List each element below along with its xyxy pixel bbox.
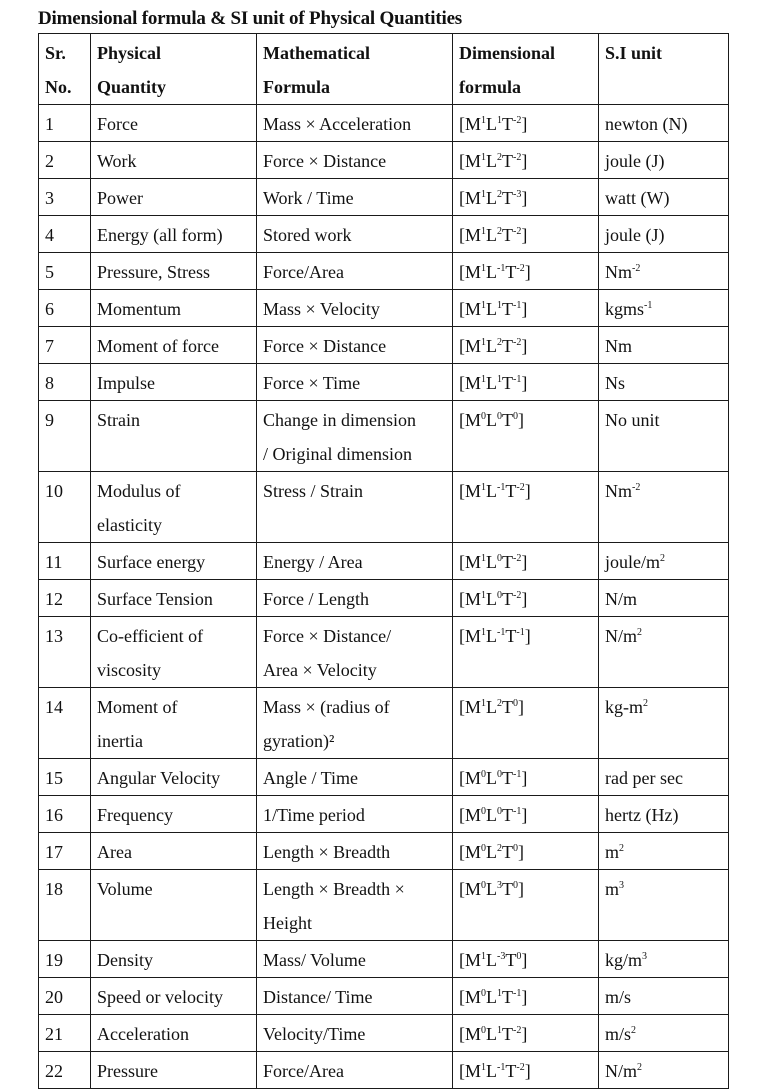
si-unit [599,179,729,216]
si-unit-exponent: -2 [632,482,641,493]
mathematical-formula: Force/Area [257,253,453,290]
row-number: 4 [39,216,91,253]
dimensional-formula: $[M^1L^2T^{-3}]$ [453,179,599,216]
dimensional-formula: $[M^1L^0T^{-2}]$ [453,543,599,580]
si-unit [599,1015,729,1052]
table-row [39,978,729,1015]
row-number: 16 [39,796,91,833]
si-unit-base: m [605,842,620,862]
si-unit-exponent: 3 [642,951,648,962]
table-row [39,870,729,941]
exponent-t: -2 [513,590,522,601]
si-unit [599,290,729,327]
quantity-name: Moment of inertia [91,688,257,759]
row-number: 13 [39,617,91,688]
si-unit-base: hertz (Hz) [605,805,679,825]
quantity-name: Volume [91,870,257,941]
dimensional-formula: $[M^1L^2T^{-2}]$ [453,327,599,364]
quantity-name: Modulus of elasticity [91,472,257,543]
exponent-t: -2 [513,115,522,126]
exponent-l: 0 [497,769,503,780]
mathematical-formula: Mass × Acceleration [257,105,453,142]
row-number: 3 [39,179,91,216]
quantity-name: Frequency [91,796,257,833]
table-header-row [39,34,729,105]
quantity-name: Angular Velocity [91,759,257,796]
exponent-m: 0 [481,806,487,817]
si-unit-base: kg-m [605,697,643,717]
si-unit [599,580,729,617]
quantity-name: Surface energy [91,543,257,580]
mathematical-formula: Mass/ Volume [257,941,453,978]
table-row [39,401,729,472]
exponent-t: -2 [513,337,522,348]
si-unit [599,688,729,759]
exponent-t: 0 [513,698,519,709]
dimensional-formula: $[M^0L^3T^0]$ [453,870,599,941]
exponent-m: 0 [481,843,487,854]
exponent-m: 1 [481,300,487,311]
si-unit-base: N/m [605,626,638,646]
table-row [39,580,729,617]
si-unit [599,833,729,870]
exponent-l: -3 [497,951,506,962]
row-number: 7 [39,327,91,364]
exponent-t: 0 [513,411,519,422]
si-unit-base: m [605,879,620,899]
si-unit-exponent: -1 [644,300,653,311]
row-number: 1 [39,105,91,142]
quantity-name: Impulse [91,364,257,401]
exponent-l: 1 [497,988,503,999]
exponent-t: -2 [513,226,522,237]
exponent-m: 1 [481,226,487,237]
si-unit-base: N/m [605,1061,638,1081]
row-number: 8 [39,364,91,401]
row-number: 21 [39,1015,91,1052]
exponent-l: 2 [497,189,503,200]
header-si-unit: S.I unit [599,34,729,105]
si-unit-exponent: 2 [631,1025,637,1036]
exponent-t: -2 [516,1062,525,1073]
si-unit [599,759,729,796]
si-unit-exponent: 2 [660,553,665,564]
exponent-l: -1 [497,627,506,638]
row-number: 20 [39,978,91,1015]
table-row [39,290,729,327]
header-mathematical-formula: Mathematical Formula [257,34,453,105]
quantity-name: Energy (all form) [91,216,257,253]
si-unit-exponent: -2 [632,263,641,274]
exponent-m: 1 [481,152,487,163]
exponent-l: 1 [497,115,503,126]
exponent-l: 2 [497,337,503,348]
exponent-t: -2 [516,263,525,274]
si-unit [599,472,729,543]
dimensional-formula: $[M^1L^{-3}T^0]$ [453,941,599,978]
exponent-t: -1 [513,374,522,385]
dimensional-formula: $[M^0L^0T^0]$ [453,401,599,472]
exponent-l: 0 [497,553,503,564]
exponent-l: -1 [497,482,506,493]
quantity-name: Surface Tension [91,580,257,617]
si-unit-base: N/m [605,589,638,609]
exponent-l: 1 [497,300,503,311]
mathematical-formula: Length × Breadth × Height [257,870,453,941]
exponent-l: 2 [497,152,503,163]
exponent-l: 2 [497,226,503,237]
si-unit-base: newton (N) [605,114,688,134]
exponent-t: 0 [513,843,519,854]
table-row [39,105,729,142]
mathematical-formula: Force/Area [257,1052,453,1089]
si-unit [599,796,729,833]
quantity-name: Speed or velocity [91,978,257,1015]
exponent-m: 0 [481,769,487,780]
si-unit-base: Nm [605,262,632,282]
table-row [39,941,729,978]
quantity-name: Strain [91,401,257,472]
exponent-t: -2 [513,1025,522,1036]
si-unit [599,401,729,472]
quantity-name: Co-efficient of viscosity [91,617,257,688]
table-row [39,142,729,179]
quantity-name: Work [91,142,257,179]
si-unit-base: joule (J) [605,225,665,245]
quantity-name: Force [91,105,257,142]
dimensional-formula: $[M^1L^{-1}T^{-2}]$ [453,253,599,290]
table-row [39,216,729,253]
si-unit [599,216,729,253]
mathematical-formula: 1/Time period [257,796,453,833]
dimensional-formula: $[M^1L^{-1}T^{-2}]$ [453,472,599,543]
dimensional-formula: $[M^1L^2T^{-2}]$ [453,142,599,179]
mathematical-formula: Force / Length [257,580,453,617]
mathematical-formula: Force × Time [257,364,453,401]
table-row [39,759,729,796]
header-dimensional-formula: Dimensional formula [453,34,599,105]
si-unit-base: No unit [605,410,660,430]
exponent-l: 1 [497,374,503,385]
row-number: 17 [39,833,91,870]
si-unit [599,253,729,290]
si-unit [599,543,729,580]
row-number: 19 [39,941,91,978]
table-row [39,1015,729,1052]
row-number: 14 [39,688,91,759]
dimensional-formula: $[M^1L^1T^{-1}]$ [453,364,599,401]
row-number: 15 [39,759,91,796]
exponent-t: 0 [516,951,522,962]
exponent-l: -1 [497,1062,506,1073]
header-physical-quantity: Physical Quantity [91,34,257,105]
si-unit [599,870,729,941]
si-unit-base: m/s [605,987,632,1007]
dimensional-formula: $[M^0L^1T^{-1}]$ [453,978,599,1015]
mathematical-formula: Mass × Velocity [257,290,453,327]
dimensional-formula: $[M^1L^{-1}T^{-2}]$ [453,1052,599,1089]
table-row [39,617,729,688]
exponent-m: 1 [481,337,487,348]
table-row [39,364,729,401]
exponent-m: 0 [481,411,487,422]
quantity-name: Density [91,941,257,978]
dimensional-formula: $[M^1L^1T^{-1}]$ [453,290,599,327]
exponent-m: 1 [481,374,487,385]
exponent-l: 2 [497,698,503,709]
quantity-name: Moment of force [91,327,257,364]
table-row [39,833,729,870]
exponent-m: 0 [481,988,487,999]
dimensional-formula: $[M^0L^0T^{-1}]$ [453,759,599,796]
exponent-m: 1 [481,1062,487,1073]
si-unit [599,327,729,364]
mathematical-formula: Change in dimension / Original dimension [257,401,453,472]
si-unit-base: Nm [605,336,632,356]
mathematical-formula: Angle / Time [257,759,453,796]
exponent-t: -2 [516,482,525,493]
quantity-name: Acceleration [91,1015,257,1052]
si-unit-base: joule/m [605,552,660,572]
table-row [39,179,729,216]
mathematical-formula: Distance/ Time [257,978,453,1015]
exponent-m: 1 [481,698,487,709]
exponent-t: -1 [513,988,522,999]
quantity-name: Momentum [91,290,257,327]
row-number: 5 [39,253,91,290]
exponent-l: -1 [497,263,506,274]
si-unit-base: kgms [605,299,645,319]
dimensional-formula: $[M^1L^0T^{-2}]$ [453,580,599,617]
page-title: Dimensional formula & SI unit of Physical Quantities [38,8,462,29]
si-unit-base: joule (J) [605,151,665,171]
mathematical-formula: Stress / Strain [257,472,453,543]
si-unit [599,364,729,401]
si-unit-exponent: 2 [637,627,643,638]
si-unit-base: m/s [605,1024,632,1044]
mathematical-formula: Length × Breadth [257,833,453,870]
si-unit [599,1052,729,1089]
mathematical-formula: Force × Distance [257,327,453,364]
si-unit-exponent: 3 [619,880,625,891]
mathematical-formula: Stored work [257,216,453,253]
dimensional-formula: $[M^1L^2T^{-2}]$ [453,216,599,253]
dimensional-formula: $[M^1L^1T^{-2}]$ [453,105,599,142]
exponent-m: 1 [481,115,487,126]
quantity-name: Pressure, Stress [91,253,257,290]
exponent-m: 0 [481,880,487,891]
row-number: 22 [39,1052,91,1089]
exponent-m: 1 [481,951,487,962]
si-unit [599,978,729,1015]
row-number: 10 [39,472,91,543]
table-row [39,253,729,290]
mathematical-formula: Energy / Area [257,543,453,580]
exponent-m: 0 [481,1025,487,1036]
exponent-t: -2 [513,553,522,564]
exponent-l: 3 [497,880,503,891]
mathematical-formula: Force × Distance/ Area × Velocity [257,617,453,688]
dimensional-formula: $[M^0L^2T^0]$ [453,833,599,870]
table-body [39,105,729,1089]
physical-quantities-table [38,33,729,1089]
exponent-m: 1 [481,189,487,200]
si-unit [599,617,729,688]
dimensional-formula: $[M^0L^1T^{-2}]$ [453,1015,599,1052]
quantity-name: Area [91,833,257,870]
exponent-l: 0 [497,590,503,601]
si-unit-base: watt (W) [605,188,670,208]
si-unit-base: Nm [605,481,632,501]
exponent-m: 1 [481,590,487,601]
exponent-t: 0 [513,880,519,891]
mathematical-formula: Velocity/Time [257,1015,453,1052]
table-row [39,1052,729,1089]
exponent-t: -1 [513,769,522,780]
row-number: 2 [39,142,91,179]
dimensional-formula: $[M^1L^2T^0]$ [453,688,599,759]
quantity-name: Power [91,179,257,216]
exponent-l: 0 [497,411,503,422]
dimensional-formula: $[M^0L^0T^{-1}]$ [453,796,599,833]
si-unit [599,941,729,978]
row-number: 12 [39,580,91,617]
exponent-m: 1 [481,627,487,638]
exponent-m: 1 [481,553,487,564]
exponent-m: 1 [481,263,487,274]
row-number: 9 [39,401,91,472]
exponent-t: -3 [513,189,522,200]
exponent-t: -1 [516,627,525,638]
mathematical-formula: Work / Time [257,179,453,216]
header-sr-no: Sr. No. [39,34,91,105]
mathematical-formula: Force × Distance [257,142,453,179]
exponent-l: 1 [497,1025,503,1036]
si-unit-exponent: 2 [619,843,625,854]
exponent-t: -1 [513,300,522,311]
row-number: 18 [39,870,91,941]
table-row [39,688,729,759]
exponent-l: 0 [497,806,503,817]
row-number: 6 [39,290,91,327]
dimensional-formula: $[M^1L^{-1}T^{-1}]$ [453,617,599,688]
si-unit-exponent: 2 [643,698,648,709]
exponent-l: 2 [497,843,503,854]
exponent-t: -1 [513,806,522,817]
mathematical-formula: Mass × (radius of gyration)² [257,688,453,759]
quantity-name: Pressure [91,1052,257,1089]
exponent-t: -2 [513,152,522,163]
si-unit [599,142,729,179]
si-unit-base: Ns [605,373,626,393]
si-unit-exponent: 2 [637,1062,643,1073]
table-row [39,327,729,364]
table-row [39,796,729,833]
table-row [39,472,729,543]
si-unit-base: kg/m [605,950,643,970]
exponent-m: 1 [481,482,487,493]
row-number: 11 [39,543,91,580]
table-row [39,543,729,580]
si-unit-base: rad per sec [605,768,683,788]
si-unit [599,105,729,142]
